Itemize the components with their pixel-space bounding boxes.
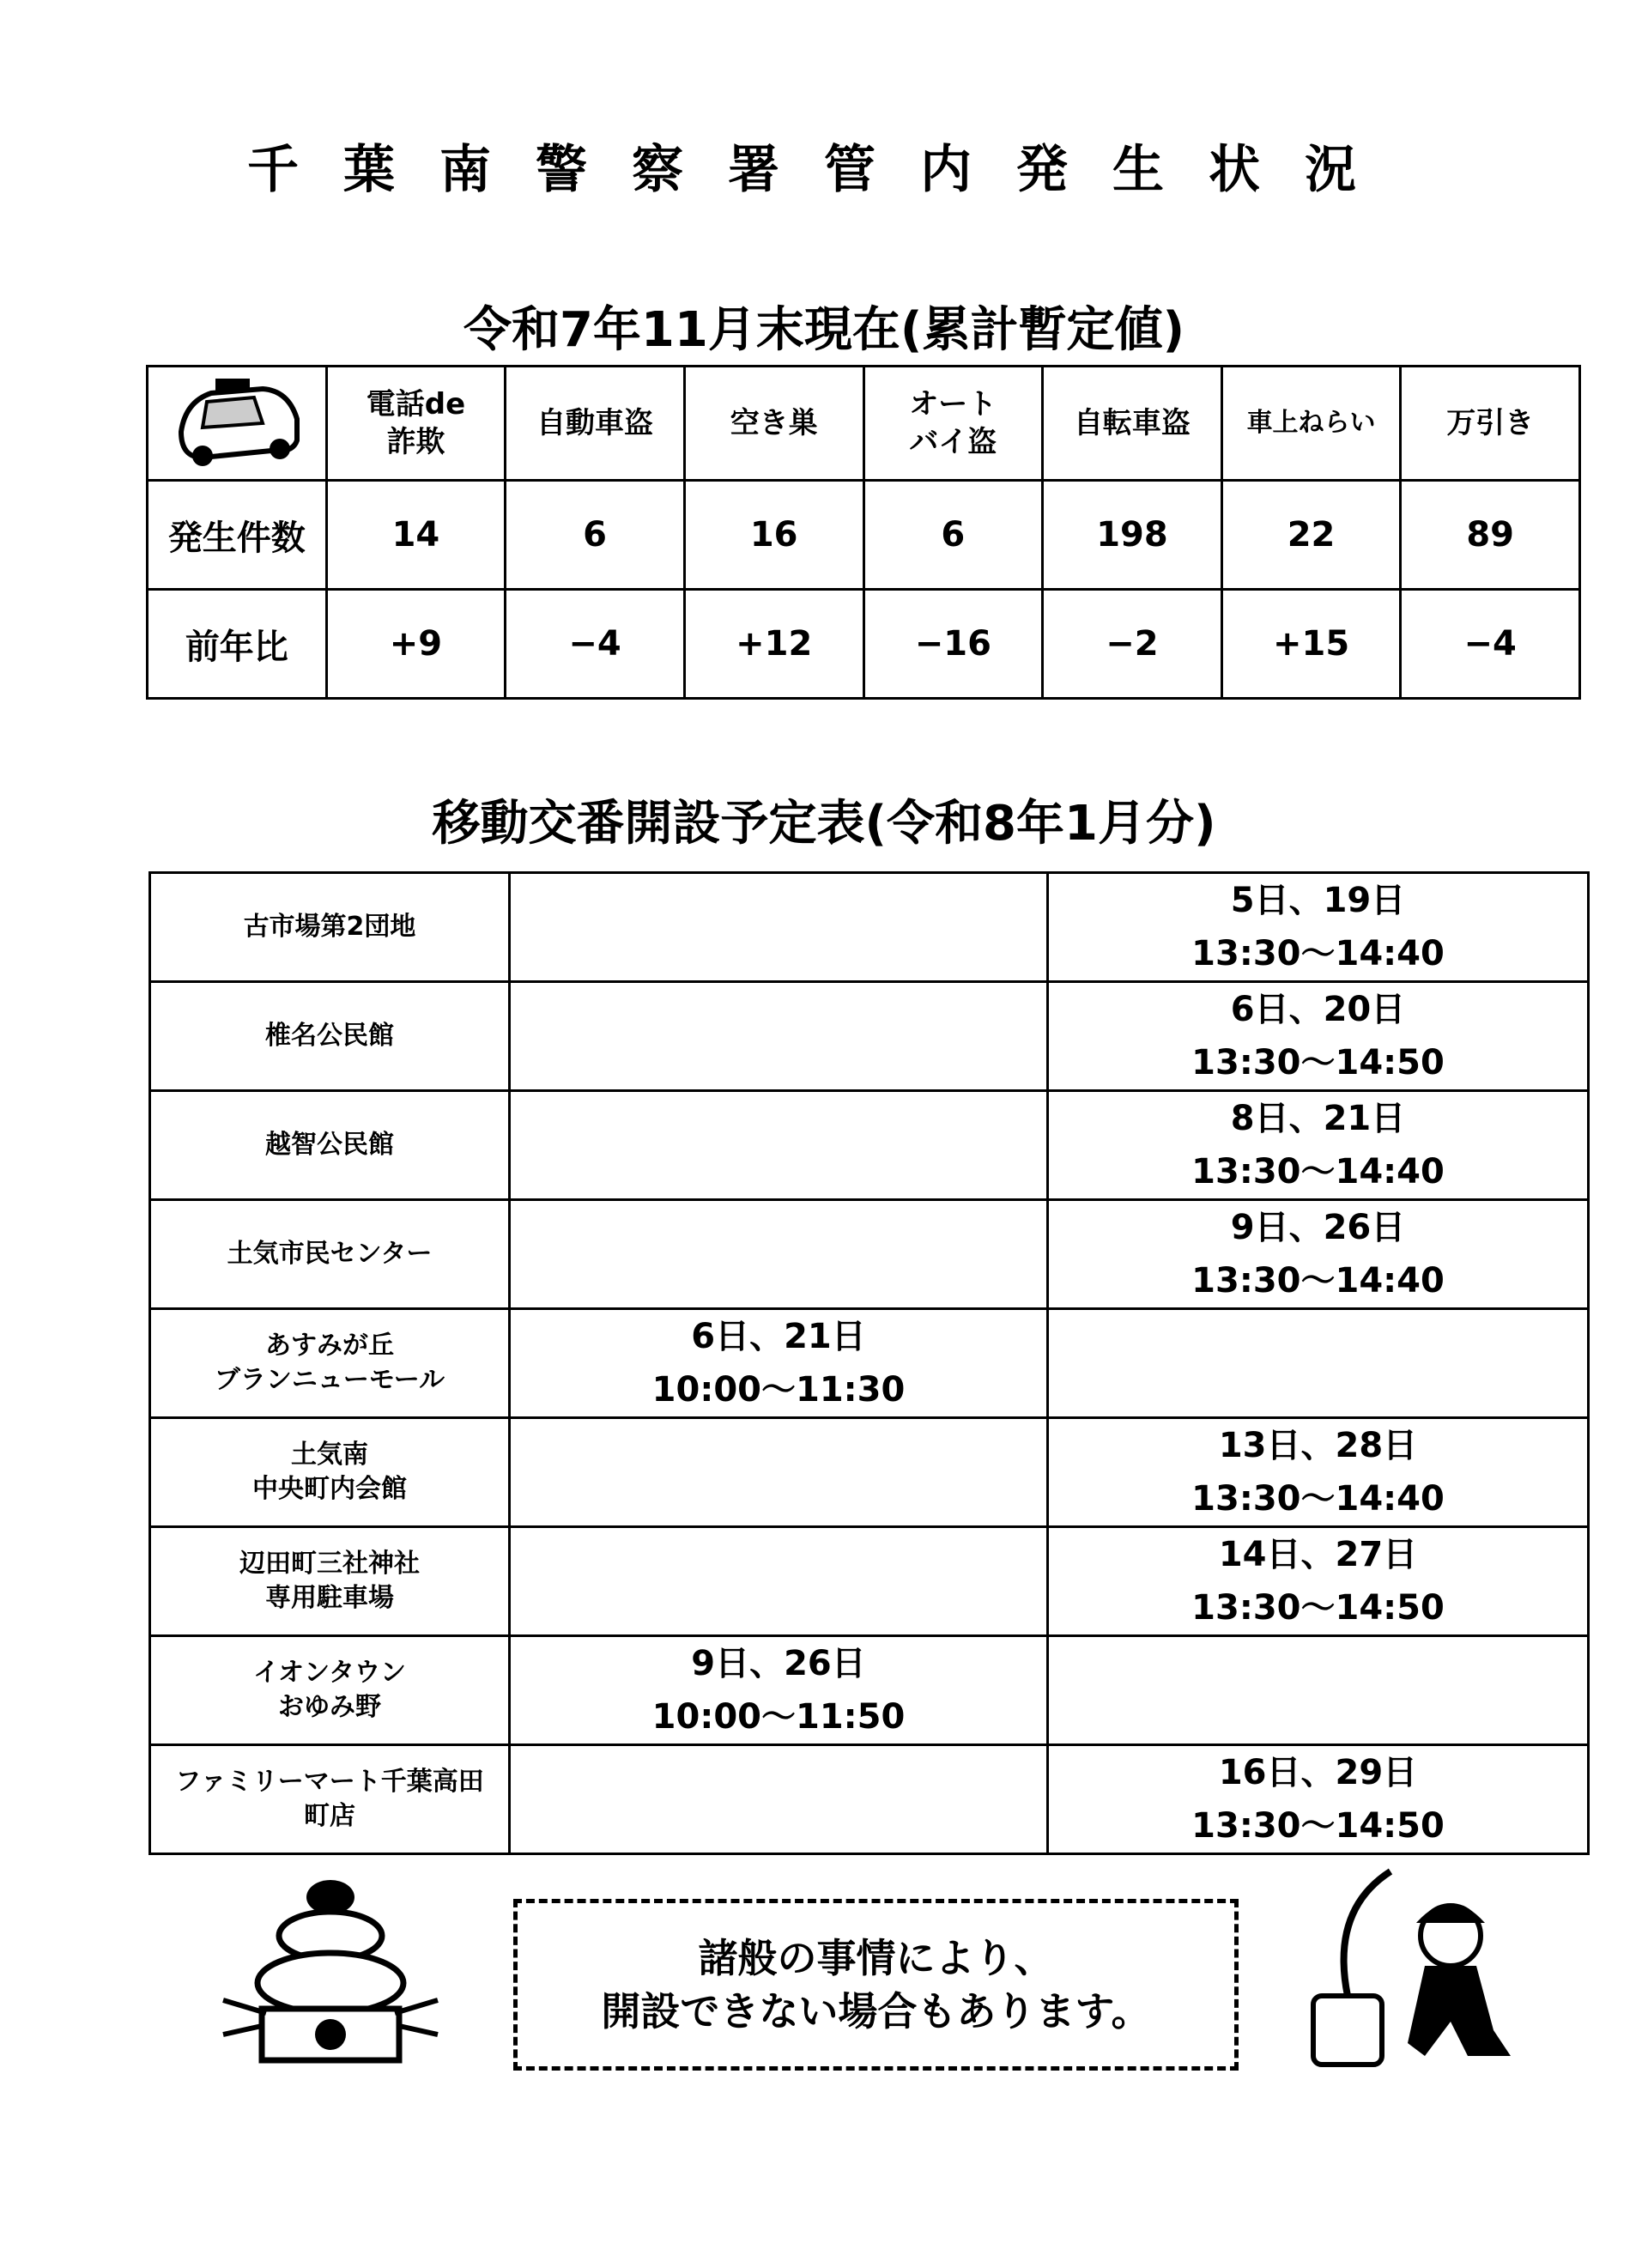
morning-days: 9日、26日 <box>691 1644 866 1683</box>
afternoon-time: 13:30〜14:50 <box>1191 1043 1445 1082</box>
cell: +15 <box>1221 590 1401 699</box>
schedule-row <box>150 1636 1589 1745</box>
morning-slot-cell <box>510 1091 1048 1200</box>
cell: 6 <box>506 481 685 590</box>
afternoon-slot-cell <box>1048 1636 1589 1745</box>
row-label: 発生件数 <box>148 481 327 590</box>
cell: −4 <box>506 590 685 699</box>
morning-slot-cell <box>510 982 1048 1091</box>
schedule-heading: 移動交番開設予定表(令和8年1月分) <box>432 796 1216 852</box>
cell: −16 <box>863 590 1043 699</box>
afternoon-days: 5日、19日 <box>1230 881 1406 920</box>
column-header: 空き巣 <box>684 367 863 481</box>
location-cell: 越智公民館 <box>150 1091 510 1200</box>
notice-line: 諸般の事情により、 <box>698 1935 1054 1981</box>
morning-slot-cell <box>510 1200 1048 1309</box>
column-header: 電話de 詐欺 <box>326 367 506 481</box>
location-cell: 椎名公民館 <box>150 982 510 1091</box>
afternoon-slot-cell <box>1048 1527 1589 1636</box>
schedule-row <box>150 873 1589 982</box>
morning-time: 10:00〜11:30 <box>651 1370 906 1410</box>
afternoon-slot-cell <box>1048 1091 1589 1200</box>
afternoon-days: 14日、27日 <box>1218 1535 1418 1574</box>
afternoon-slot-cell <box>1048 873 1589 982</box>
afternoon-days: 13日、28日 <box>1218 1426 1418 1465</box>
police-car-icon <box>148 367 327 481</box>
schedule-table <box>148 871 1590 1855</box>
morning-time: 10:00〜11:50 <box>651 1697 906 1737</box>
cell: 6 <box>863 481 1043 590</box>
afternoon-days: 9日、26日 <box>1230 1208 1406 1247</box>
cell: 22 <box>1221 481 1401 590</box>
page-title: 千葉南警察署管内発生状況 <box>247 140 1401 200</box>
afternoon-days: 6日、20日 <box>1230 990 1406 1029</box>
column-header: 自転車盗 <box>1043 367 1222 481</box>
schedule-row <box>150 1745 1589 1854</box>
cell: 198 <box>1043 481 1222 590</box>
afternoon-time: 13:30〜14:40 <box>1191 934 1445 973</box>
location-cell: 辺田町三社神社 専用駐車場 <box>150 1527 510 1636</box>
table-header-row <box>148 367 1580 481</box>
morning-slot-cell <box>510 1745 1048 1854</box>
afternoon-days: 16日、29日 <box>1218 1753 1418 1792</box>
notice-line: 開設できない場合もあります。 <box>601 1988 1151 2035</box>
column-header: オート バイ盗 <box>863 367 1043 481</box>
schedule-row <box>150 1200 1589 1309</box>
police-mascot-icon <box>1296 1859 1528 2073</box>
kagami-mochi-icon <box>215 1863 446 2069</box>
afternoon-days: 8日、21日 <box>1230 1099 1406 1138</box>
cell: +9 <box>326 590 506 699</box>
afternoon-slot-cell <box>1048 1200 1589 1309</box>
location-cell: 土気市民センター <box>150 1200 510 1309</box>
morning-slot-cell <box>510 1418 1048 1527</box>
afternoon-time: 13:30〜14:50 <box>1191 1588 1445 1628</box>
schedule-row <box>150 1309 1589 1418</box>
schedule-row <box>150 982 1589 1091</box>
cell: 16 <box>684 481 863 590</box>
afternoon-slot-cell <box>1048 982 1589 1091</box>
cell: −4 <box>1401 590 1580 699</box>
cell: 89 <box>1401 481 1580 590</box>
stats-heading: 令和7年11月末現在(累計暫定値) <box>463 302 1185 358</box>
location-cell: 土気南 中央町内会館 <box>150 1418 510 1527</box>
schedule-row <box>150 1527 1589 1636</box>
crime-stats-table <box>146 365 1581 700</box>
notice-box <box>513 1899 1239 2071</box>
row-label: 前年比 <box>148 590 327 699</box>
location-cell: イオンタウン おゆみ野 <box>150 1636 510 1745</box>
schedule-row <box>150 1091 1589 1200</box>
cell: 14 <box>326 481 506 590</box>
column-header: 車上ねらい <box>1221 367 1401 481</box>
morning-days: 6日、21日 <box>691 1317 866 1356</box>
afternoon-slot-cell <box>1048 1309 1589 1418</box>
cell: −2 <box>1043 590 1222 699</box>
morning-slot-cell <box>510 1527 1048 1636</box>
table-row <box>148 590 1580 699</box>
table-row <box>148 481 1580 590</box>
afternoon-time: 13:30〜14:40 <box>1191 1479 1445 1519</box>
morning-slot-cell <box>510 1636 1048 1745</box>
location-cell: 古市場第2団地 <box>150 873 510 982</box>
morning-slot-cell <box>510 873 1048 982</box>
afternoon-slot-cell <box>1048 1418 1589 1527</box>
schedule-row <box>150 1418 1589 1527</box>
afternoon-time: 13:30〜14:40 <box>1191 1261 1445 1301</box>
afternoon-time: 13:30〜14:40 <box>1191 1152 1445 1192</box>
afternoon-slot-cell <box>1048 1745 1589 1854</box>
location-cell: あすみが丘 ブランニューモール <box>150 1309 510 1418</box>
location-cell: ファミリーマート千葉高田 町店 <box>150 1745 510 1854</box>
column-header: 自動車盗 <box>506 367 685 481</box>
afternoon-time: 13:30〜14:50 <box>1191 1806 1445 1846</box>
cell: +12 <box>684 590 863 699</box>
morning-slot-cell <box>510 1309 1048 1418</box>
column-header: 万引き <box>1401 367 1580 481</box>
